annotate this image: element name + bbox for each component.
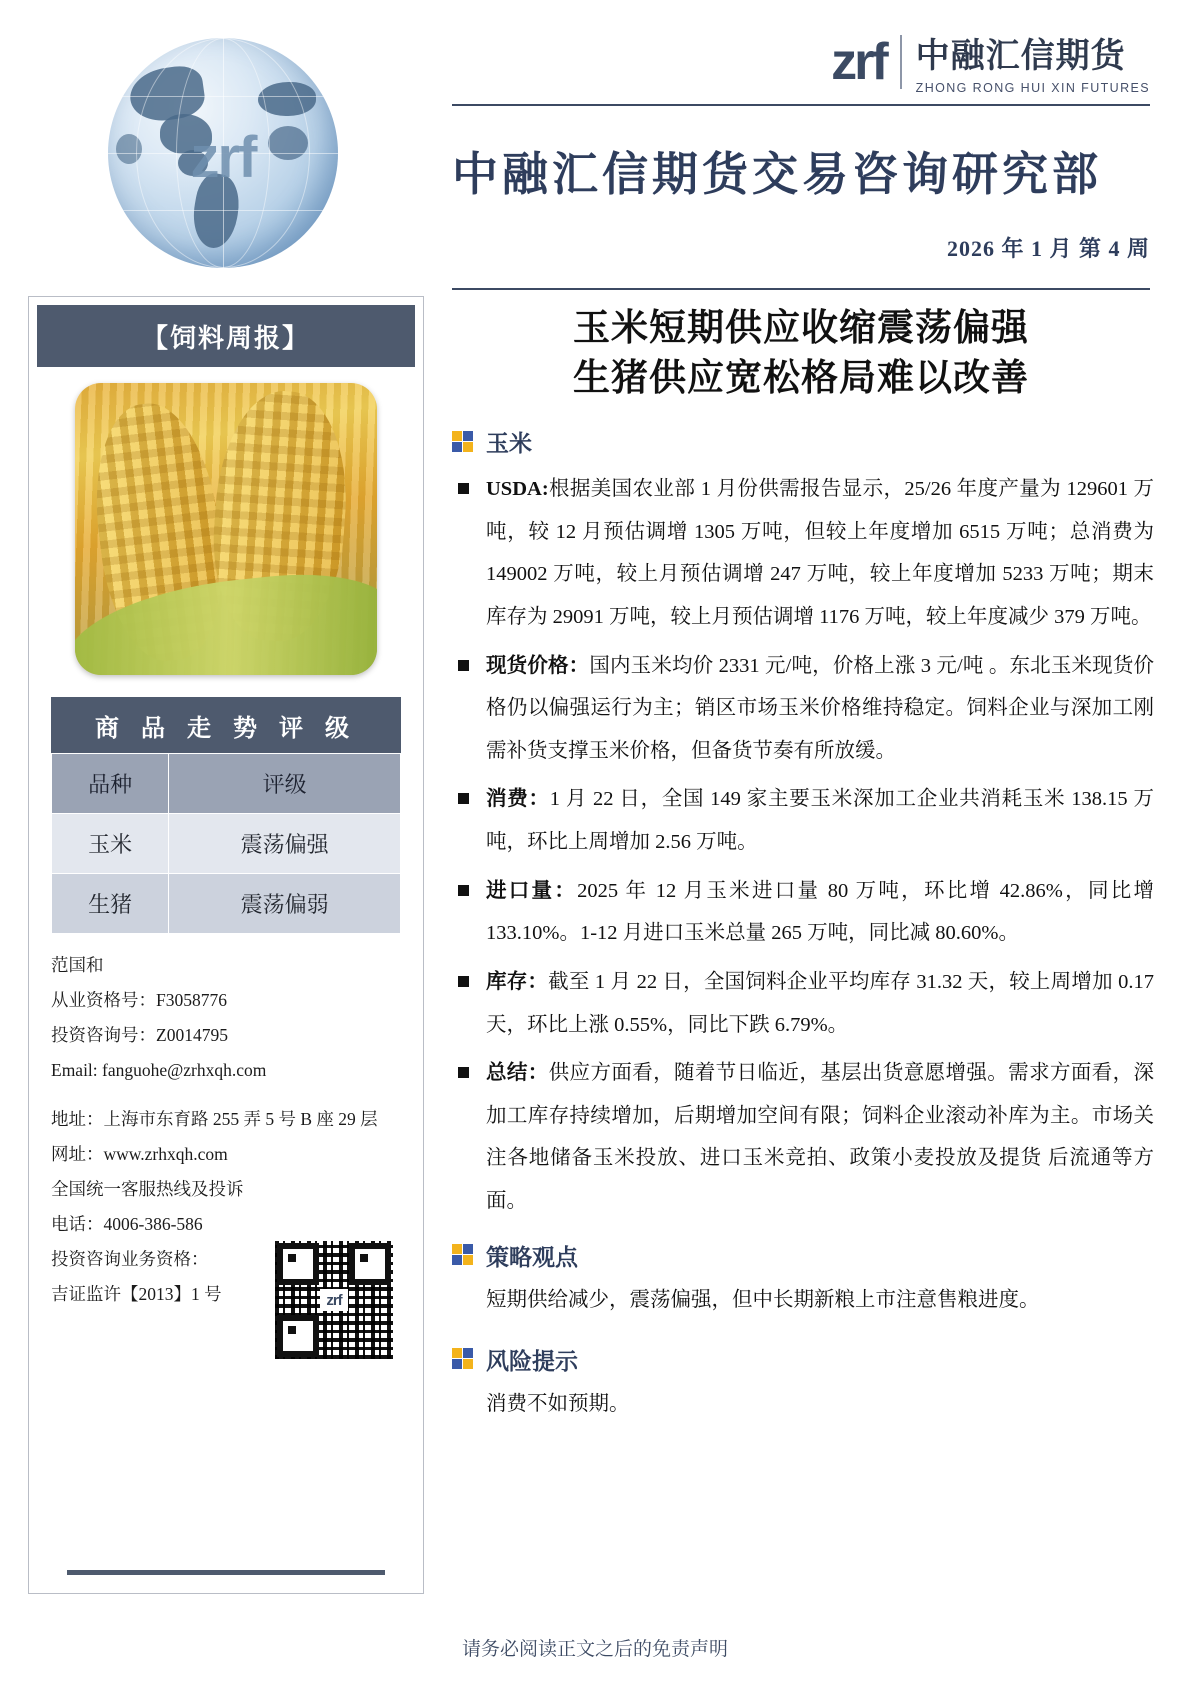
brand-divider	[900, 35, 902, 89]
brand-lockup	[831, 28, 1150, 95]
list-item	[452, 468, 1154, 639]
analyst-name: 范国和	[51, 955, 104, 975]
section-heading-risk-label: 风险提示	[486, 1348, 578, 1374]
list-item	[452, 870, 1154, 955]
section-heading-corn-label: 玉米	[486, 431, 532, 456]
department-title: 中融汇信期货交易咨询研究部	[452, 147, 1102, 201]
table-header-row	[52, 754, 401, 814]
four-square-icon	[452, 431, 474, 453]
issue-date: 2026 年 1 月 第 4 周	[946, 236, 1150, 261]
bullet-text: 1 月 22 日，全国 149 家主要玉米深加工企业共消耗玉米 138.15 万吨，环比上周增加 2.56 万吨。	[486, 788, 1155, 853]
brand-name-cn: 中融汇信期货	[915, 37, 1126, 75]
globe-logo-icon	[108, 38, 338, 268]
bullet-label: USDA:	[486, 478, 549, 500]
section-corn	[452, 425, 1154, 1425]
bullet-label: 库存：	[486, 970, 549, 993]
risk-text: 消费不如预期。	[486, 1392, 630, 1415]
left-panel-bottom-rule	[67, 1570, 385, 1575]
row-product-rating: 震荡偏强	[169, 814, 401, 874]
qr-code-logo: zrf	[320, 1289, 348, 1311]
corn-photo	[75, 383, 377, 675]
row-product-name: 生猪	[52, 874, 169, 934]
bullet-text: 根据美国农业部 1 月份供需报告显示，25/26 年度产量为 129601 万吨，较 12 月预估调增 1305 万吨，但较上年度增加 6515 万吨；总消费为 149002 万吨，较上月预估调增 247 万吨，较上年度增加 5233 万吨；期末库存为 29091 万吨，较上月预估调增 1176 万吨，较上年度减少 379 万吨。	[486, 478, 1154, 628]
page-title	[452, 302, 1150, 403]
report-type-banner: 【饲料周报】	[37, 305, 415, 367]
strategy-text: 短期供给减少，震荡偏强，但中长期新粮上市注意售粮进度。	[486, 1288, 1040, 1311]
header-rule-top	[452, 104, 1150, 106]
list-item	[452, 961, 1154, 1046]
bullet-text: 供应方面看，随着节日临近，基层出货意愿增强。需求方面看，深加工库存持续增加，后期增加空间有限；饲料企业滚动补库为主。市场关注各地储备玉米投放、进口玉米竞拍、政策小麦投放及提货 后流通等方面。	[486, 1062, 1155, 1212]
company-phone: 电话：4006-386-586	[51, 1214, 203, 1234]
bullet-label: 总结：	[486, 1062, 549, 1085]
bullet-text: 截至 1 月 22 日，全国饲料企业平均库存 31.32 天，较上周增加 0.17 天，环比上涨 0.55%，同比下跌 6.79%。	[486, 970, 1155, 1036]
headline-line-1: 玉米短期供应收缩震荡偏强	[573, 305, 1029, 349]
bullet-label: 进口量：	[486, 879, 578, 902]
section-heading-corn	[452, 425, 1154, 458]
rating-table-title: 商 品 走 势 评 级	[51, 697, 401, 753]
headline-line-2: 生猪供应宽松格局难以改善	[573, 355, 1029, 400]
section-heading-risk	[452, 1343, 1154, 1376]
brand-mark-text: zrf	[831, 32, 886, 91]
header-rule-bottom	[452, 288, 1150, 290]
bullet-text: 国内玉米均价 2331 元/吨，价格上涨 3 元/吨 。东北玉米现货价格仍以偏强运行为主；销区市场玉米价格维持稳定。饲料企业与深加工刚需补货支撑玉米价格，但备货节奏有所放缓。	[486, 654, 1154, 762]
four-square-icon	[452, 1348, 474, 1370]
bullet-label: 消费：	[486, 788, 550, 811]
qr-code[interactable]	[272, 1238, 396, 1362]
col-header-rating: 评级	[169, 754, 401, 814]
brand-name-en: ZHONG RONG HUI XIN FUTURES	[915, 81, 1150, 95]
list-item	[452, 778, 1154, 863]
table-row	[52, 874, 401, 934]
disclaimer-footer: 请务必阅读正文之后的免责声明	[461, 1639, 728, 1660]
list-item	[452, 1052, 1154, 1223]
analyst-consult-number: 投资咨询号：Z0014795	[51, 1025, 228, 1045]
section-heading-strategy-label: 策略观点	[486, 1244, 578, 1270]
bullet-label: 现货价格：	[486, 654, 590, 677]
table-row	[52, 814, 401, 874]
col-header-product: 品种	[52, 754, 169, 814]
hotline-label: 全国统一客服热线及投诉	[51, 1179, 244, 1199]
row-product-rating: 震荡偏弱	[169, 874, 401, 934]
rating-table	[51, 753, 401, 934]
license-label: 投资咨询业务资格：	[51, 1249, 209, 1269]
license-number: 吉证监许【2013】1 号	[51, 1284, 222, 1304]
brand-mark	[831, 32, 886, 91]
four-square-icon	[452, 1244, 474, 1266]
company-website[interactable]: 网址：www.zrhxqh.com	[51, 1144, 228, 1164]
company-address: 地址：上海市东育路 255 弄 5 号 B 座 29 层	[51, 1109, 378, 1129]
analyst-email[interactable]: Email: fanguohe@zrhxqh.com	[51, 1060, 267, 1080]
bullet-text: 2025 年 12 月玉米进口量 80 万吨，环比增 42.86%，同比增 133.10%。1-12 月进口玉米总量 265 万吨，同比减 80.60%。	[486, 879, 1155, 945]
corn-bullet-list	[452, 468, 1154, 1223]
analyst-qualification: 从业资格号：F3058776	[51, 990, 227, 1010]
section-heading-strategy	[452, 1239, 1154, 1272]
list-item	[452, 645, 1154, 773]
globe-logo-mark: zrf	[190, 125, 256, 190]
row-product-name: 玉米	[52, 814, 169, 874]
left-panel	[28, 296, 424, 1594]
